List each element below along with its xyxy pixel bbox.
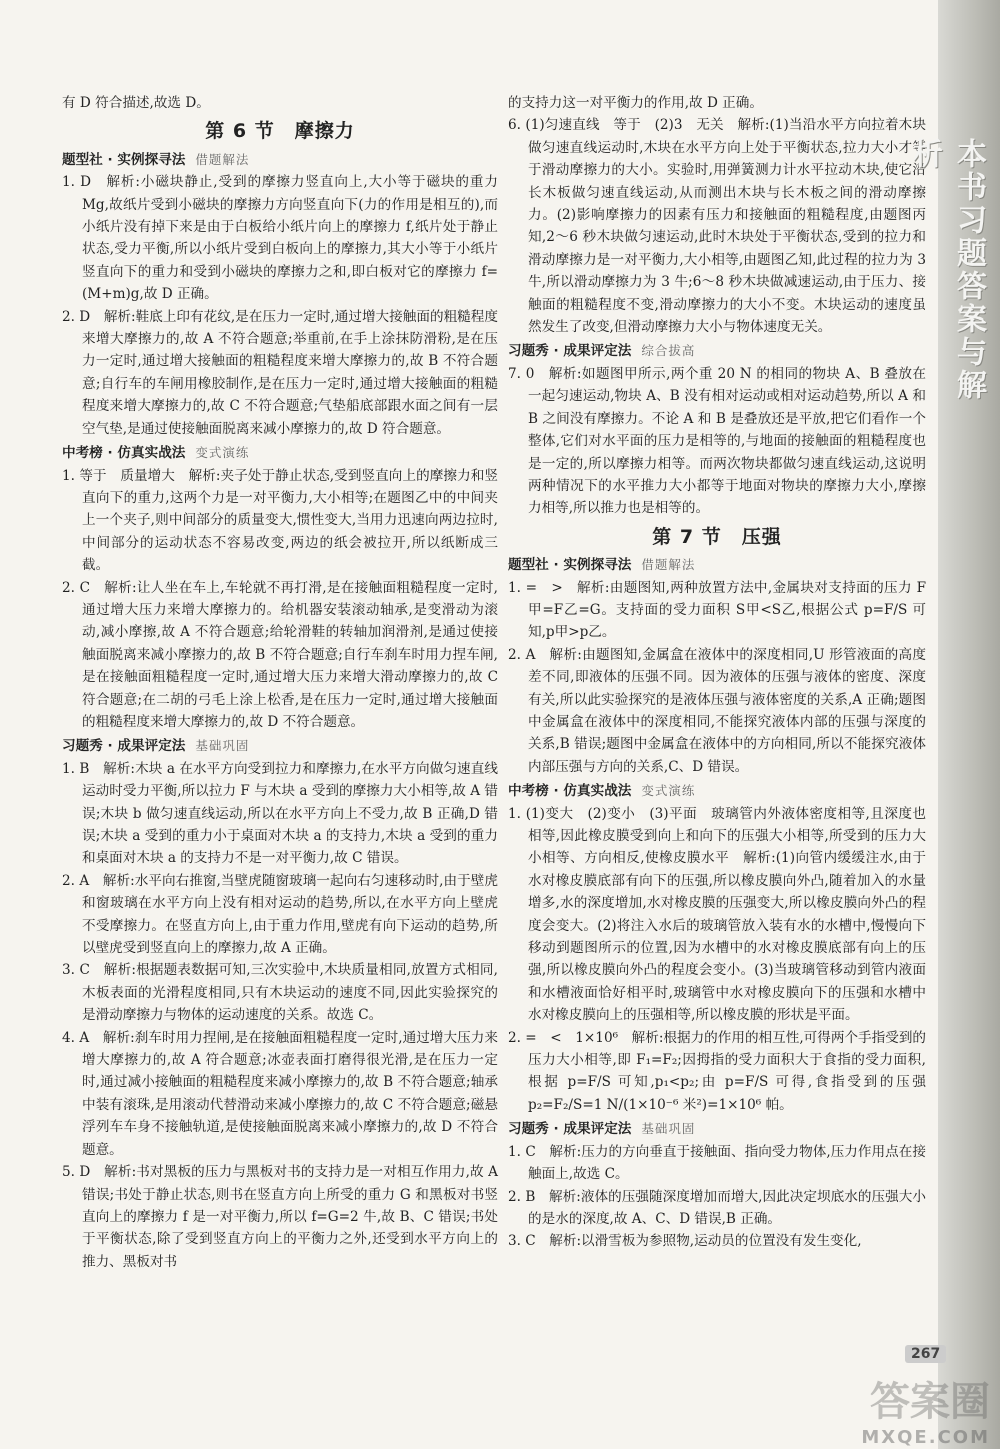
answer-item: 1. B 解析:木块 a 在水平方向受到拉力和摩擦力,在水平方向做匀速直线运动时受力平衡,所以拉力 F 与木块 a 受到的摩擦力大小相等,故 A 错误;木块 b 做匀速直线运动,所以在水平方向上不受力,故 B 正确,D 错误;木块 a 受到的重力小于桌面对木块 a 的支持力,木块 a 受到的重力和桌面对木块 a 的支持力不是一对平衡力,故 C 错误。 [62,760,498,867]
block-tag: 基础巩固 [641,1121,696,1137]
answer-item: 7. 0 解析:如题图甲所示,两个重 20 N 的相同的物块 A、B 叠放在一起匀速运动,物块 A、B 没有相对运动或相对运动趋势,所以 A 和 B 之间没有摩擦力。不论 A 和 B 是叠放还是平放,把它们看作一个整体,它们对水平面的压力是相等的,与地面的接触面的粗糙程度也是一定的,所以摩擦力相等。而两次物块都做匀速直线运动,这说明两种情况下的水平推力大小都等于地面对物块的摩擦力大小,摩擦力相等,所以推力也是相等的。 [508,365,926,517]
answer-item: 1. D 解析:小磁块静止,受到的摩擦力竖直向上,大小等于磁块的重力 Mg,故纸片受到小磁块的摩擦力方向竖直向下(力的作用是相互的),而小纸片没有掉下来是由于白板给小纸片向上的摩擦力 f,纸片处于静止状态,受力平衡,所以小纸片受到白板向上的摩擦力,其大小等于小纸片竖直向下的重力和受到小磁块的摩擦力之和,即白板对它的摩擦力 f=(M+m)g,故 D 正确。 [62,174,498,303]
block-tag: 变式演练 [195,445,250,461]
block-tag: 借题解法 [195,151,250,167]
watermark-logo [800,1370,990,1448]
watermark-logo-text: 答案圈 [870,1379,990,1425]
block-tag: 借题解法 [641,557,696,573]
page-number: 267 [905,1345,946,1363]
side-tab-title: 本书习题答案与解析 [907,138,986,402]
answer-item: 5. D 解析:书对黑板的压力与黑板对书的支持力是一对相互作用力,故 A 错误;书处于静止状态,则书在竖直方向上所受的重力 G 和黑板对书竖直向上的摩擦力 f 是一对平衡力,所以 f=G=2 牛,故 B、C 错误;书处于平衡状态,除了受到竖直方向上的平衡力之外,还受到水平方向上的推力、黑板对书 [62,1164,498,1270]
answer-item: 2. A 解析:水平向右推窗,当壁虎随窗玻璃一起向右匀速移动时,由于壁虎和窗玻璃在水平方向上没有相对运动的趋势,所以,在水平方向上壁虎不受摩擦力。在竖直方向上,由于重力作用,壁虎有向下运动的趋势,所以壁虎受到竖直向上的摩擦力,故 A 正确。 [62,872,498,957]
answer-item: 1. = > 解析:由题图知,两种放置方法中,金属块对支持面的压力 F甲=F乙=G。支持面的受力面积 S甲<S乙,根据公式 p=F/S 可知,p甲>p乙。 [508,579,926,641]
watermark-site: MXQE.COM [861,1427,990,1448]
right-column [508,92,926,1253]
block-head [508,340,926,362]
intro-line: 有 D 符合描述,故选 D。 [62,95,210,111]
block-head-label: 习题秀 · 成果评定法 [508,1121,632,1138]
block-head [508,554,926,576]
block-head [508,1118,926,1140]
answer-item: 1. 等于 质量增大 解析:夹子处于静止状态,受到竖直向上的摩擦力和竖直向下的重力,这两个力是一对平衡力,大小相等;在题图乙中的中间夹上一个夹子,则中间部分的质量变大,惯性变大,当用力迅速向两边拉时,中间部分的运动状态不容易改变,两边的纸会被拉开,所以纸断成三截。 [62,467,498,574]
section-title-6: 第 6 节 摩擦力 [205,120,355,143]
answer-item: 2. A 解析:由题图知,金属盒在液体中的深度相同,U 形管液面的高度差不同,即液体的压强不同。因为液体的压强与液体的密度、深度有关,所以此实验探究的是液体压强与液体密度的关系,A 正确;题图中金属盒在液体中的深度相同,不能探究液体内部的压强与深度的关系,B 错误;题图中金属盒在液体中的方向相同,所以不能探究液体内部压强与方向的关系,C、D 错误。 [508,646,926,775]
answer-item: 1. C 解析:压力的方向垂直于接触面、指向受力物体,压力作用点在接触面上,故选 C。 [508,1143,926,1183]
answer-item: 3. C 解析:根据题表数据可知,三次实验中,木块质量相同,放置方式相同,木板表面的光滑程度相同,只有木块运动的速度不同,因此实验探究的是滑动摩擦力与物体的运动速度的关系。故选 C。 [62,962,498,1024]
section-title-7: 第 7 节 压强 [652,525,782,548]
answer-item: 3. C 解析:以滑雪板为参照物,运动员的位置没有发生变化, [508,1233,862,1250]
answer-item: 1. (1)变大 (2)变小 (3)平面 玻璃管内外液体密度相等,且深度也相等,因此橡皮膜受到向上和向下的压强大小相等,所受到的压力大小相等、方向相反,使橡皮膜水平 解析:(1)向管内缓缓注水,由于水对橡皮膜底部有向下的压强,所以橡皮膜向外凸,随着加入的水量增多,水的深度增加,水对橡皮膜的压强变大,所以橡皮膜向外凸的程度会变大。(2)将注入水后的玻璃管放入装有水的水槽中,慢慢向下移动到题图所示的位置,因为水槽中的水对橡皮膜底部有向上的压强,所以橡皮膜向外凸的程度会变小。(3)当玻璃管移动到管内液面和水槽液面恰好相平时,玻璃管中水对橡皮膜向下的压强和水槽中水对橡皮膜向上的压强相等,所以橡皮膜的形状是平面。 [508,805,926,1024]
answer-item: 2. D 解析:鞋底上印有花纹,是在压力一定时,通过增大接触面的粗糙程度来增大摩擦力的,故 A 不符合题意;举重前,在手上涂抹防滑粉,是在压力一定时,通过增大接触面的粗糙程度来增大摩擦力的,故 B 不符合题意;自行车的车闸用橡胶制作,是在压力一定时,通过增大接触面的粗糙程度来增大摩擦力的,故 C 不符合题意;气垫船底部跟水面之间有一层空气垫,是通过使接触面脱离来减小摩擦力的,故 D 符合题意。 [62,308,498,437]
block-head-label: 题型社 · 实例探寻法 [62,151,186,168]
block-head [62,442,498,464]
continuation-line: 的支持力这一对平衡力的作用,故 D 正确。 [508,95,763,111]
block-head [62,735,498,757]
answer-item: 4. A 解析:刹车时用力捏闸,是在接触面粗糙程度一定时,通过增大压力来增大摩擦力的,故 A 符合题意;冰壶表面打磨得很光滑,是在压力一定时,通过减小接触面的粗糙程度来减小摩擦力的,故 B 不符合题意;轴承中装有滚珠,是用滚动代替滑动来减小摩擦力的,故 C 不符合题意;磁悬浮列车车身不接触轨道,是使接触面脱离来减小摩擦力的,故 D 不符合题意。 [62,1029,498,1158]
block-head-label: 习题秀 · 成果评定法 [62,738,186,755]
block-tag: 变式演练 [641,783,696,799]
block-head-label: 中考榜 · 仿真实战法 [508,783,632,800]
block-head-label: 习题秀 · 成果评定法 [508,343,632,360]
left-column [62,92,498,1273]
block-tag: 基础巩固 [195,738,250,754]
block-head-label: 中考榜 · 仿真实战法 [62,445,186,462]
answer-item: 2. C 解析:让人坐在车上,车轮就不再打滑,是在接触面粗糙程度一定时,通过增大压力来增大摩擦力的。给机器安装滚动轴承,是变滑动为滚动,减小摩擦,故 A 不符合题意;给轮滑鞋的转轴加润滑剂,是通过使接触面脱离来减小摩擦力的,故 B 不符合题意;自行车刹车时用力捏车闸,是在接触面粗糙程度一定时,通过增大压力来增大滑动摩擦力的,故 C 符合题意;在二胡的弓毛上涂上松香,是在压力一定时,通过增大接触面的粗糙程度来增大摩擦力的,故 D 不符合题意。 [62,579,498,730]
block-tag: 综合拔高 [641,343,696,359]
block-head-label: 题型社 · 实例探寻法 [508,557,632,574]
answer-item: 2. B 解析:液体的压强随深度增加而增大,因此决定坝底水的压强大小的是水的深度,故 A、C、D 错误,B 正确。 [508,1188,926,1227]
block-head [62,149,498,171]
answer-item: 2. = < 1×10⁶ 解析:根据力的作用的相互性,可得两个手指受到的压力大小相等,即 F₁=F₂;因拇指的受力面积大于食指的受力面积,根据 p=F/S 可知,p₁<p₂;由 p=F/S 可得,食指受到的压强 p₂=F₂/S=1 N/(1×10⁻⁶ 米²)=1×10⁶ 帕。 [508,1029,927,1113]
answer-item: 6. (1)匀速直线 等于 (2)3 无关 解析:(1)当沿水平方向拉着木块做匀速直线运动时,木块在水平方向上处于平衡状态,拉力大小才等于滑动摩擦力的大小。实验时,用弹簧测力计水平拉动木块,使它沿长木板做匀速直线运动,从而测出木块与长木板之间的滑动摩擦力。(2)影响摩擦力的因素有压力和接触面的粗糙程度,由题图丙知,2～6 秒木块做匀速运动,此时木块处于平衡状态,受到的拉力和滑动摩擦力是一对平衡力,大小相等,由题图乙知,此过程的拉力为 3 牛,所以滑动摩擦力为 3 牛;6～8 秒木块做减速运动,由于压力、接触面的粗糙程度不变,滑动摩擦力的大小不变。木块运动的速度虽然发生了改变,但滑动摩擦力大小与物体速度无关。 [508,117,926,336]
block-head [508,780,926,802]
